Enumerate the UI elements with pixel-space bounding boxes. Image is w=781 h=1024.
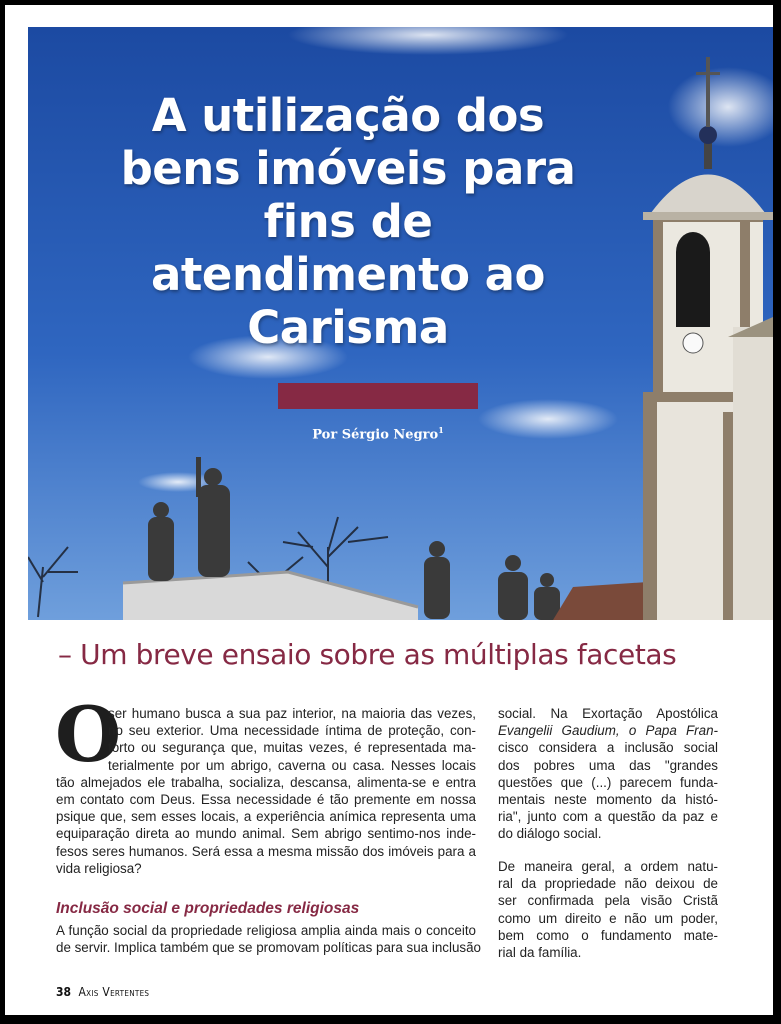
section-paragraph bbox=[56, 922, 481, 956]
body-line: ser confirmada pela visão Cristã bbox=[498, 893, 718, 909]
body-line: ria", junto com a questão da paz e bbox=[498, 809, 718, 825]
body-line: equiparação direta ao mundo animal. Sem abrigo sentimo-nos inde- bbox=[56, 826, 476, 842]
article-title: A utilização dos bens imóveis para fins de atendimento ao Carisma bbox=[120, 89, 576, 354]
article-subtitle: – Um breve ensaio sobre as múltiplas facetas bbox=[58, 638, 677, 671]
left-column bbox=[56, 705, 476, 877]
body-line: dos pobres uma das "grandes bbox=[498, 757, 718, 773]
book-title: Evangelii Gaudium bbox=[498, 723, 616, 739]
body-line: questões que (...) parecem funda- bbox=[498, 774, 718, 790]
body-line: vida religiosa? bbox=[56, 860, 142, 876]
byline-footnote-mark: 1 bbox=[438, 425, 444, 435]
body-line: forto ou segurança que, muitas vezes, é representada ma- bbox=[108, 740, 476, 756]
body-line: mentais neste momento da histó- bbox=[498, 792, 718, 808]
byline bbox=[268, 425, 488, 442]
body-line: A função social da propriedade religiosa amplia ainda mais o conceito bbox=[56, 923, 476, 938]
page-footer bbox=[56, 985, 149, 999]
magazine-page bbox=[5, 5, 773, 1015]
body-line: cisco considera a inclusão social bbox=[498, 740, 718, 756]
body-line: como um direito e não um poder, bbox=[498, 910, 718, 926]
section-heading: Inclusão social e propriedades religiosas bbox=[56, 900, 360, 917]
body-line: fesos seres humanos. Será essa a mesma missão dos imóveis para a bbox=[56, 843, 476, 859]
right-column bbox=[498, 705, 718, 843]
magazine-name: Axis Vertentes bbox=[78, 985, 150, 999]
body-line: no seu exterior. Uma necessidade íntima de proteção, con- bbox=[108, 723, 476, 739]
page-number: 38 bbox=[56, 985, 72, 999]
body-line: ser humano busca a sua paz interior, na maioria das vezes, bbox=[108, 706, 476, 721]
body-line: rial da família. bbox=[498, 945, 582, 961]
dropcap: O bbox=[55, 690, 122, 779]
right-paragraph-2 bbox=[498, 858, 718, 961]
body-line: psique que, sem esses locais, a experiência anímica representa uma bbox=[56, 809, 476, 825]
body-line: do diálogo social. bbox=[498, 826, 602, 842]
body-line: tão almejados ele trabalha, socializa, descansa, alimenta-se e entra bbox=[56, 774, 476, 790]
body-line: ral da propriedade não deixou de bbox=[498, 876, 718, 892]
body-line: bem como o fundamento mate- bbox=[498, 927, 718, 943]
body-line: social. Na Exortação Apostólica bbox=[498, 706, 718, 721]
hero-image bbox=[28, 27, 773, 620]
title-accent-bar bbox=[278, 383, 478, 409]
body-line: terialmente por um abrigo, caverna ou casa. Nesses locais bbox=[108, 757, 476, 773]
body-line: de servir. Implica também que se promovam políticas para sua inclusão bbox=[56, 940, 481, 956]
body-line: De maneira geral, a ordem natu- bbox=[498, 859, 718, 874]
body-line: em contato com Deus. Essa necessidade é tão premente em nossa bbox=[56, 792, 476, 808]
byline-author: Por Sérgio Negro bbox=[312, 427, 439, 443]
body-line: Evangelii Gaudium, o Papa Fran- bbox=[498, 723, 718, 739]
